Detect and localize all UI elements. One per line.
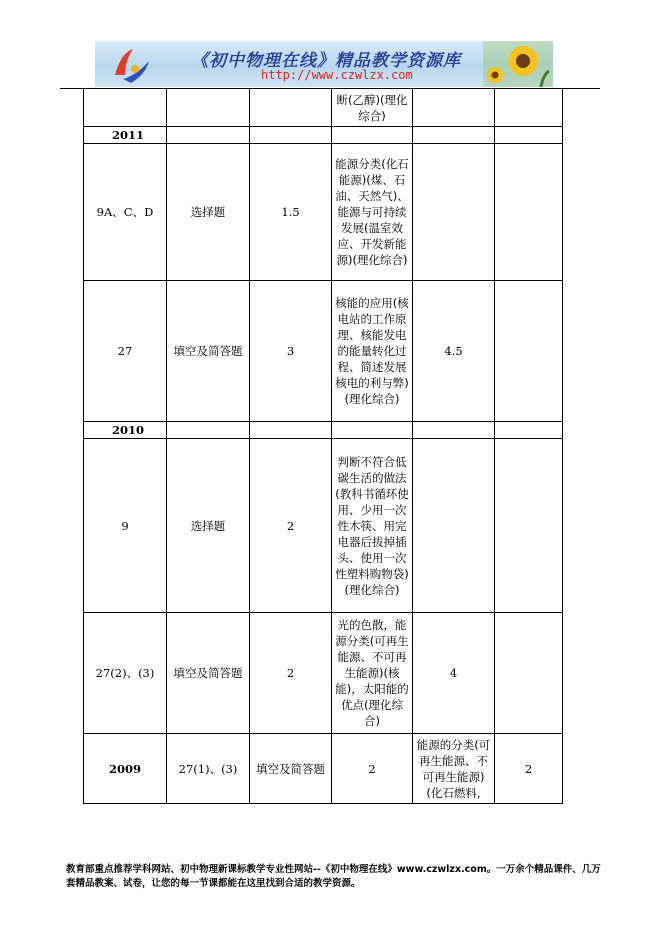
- table-row: [84, 422, 563, 439]
- topic-cell: 能源分类(化石能源)(煤、石油、天然气)、能源与可持续发展(温室效应、开发新能源)(理化综合): [332, 144, 413, 281]
- question-cell: 9: [84, 439, 167, 613]
- type-cell: 填空及简答题: [167, 613, 250, 734]
- year-cell: 2011: [84, 127, 167, 144]
- total-cell: 4.5: [413, 281, 495, 422]
- question-cell: 27(1)、(3): [167, 734, 250, 804]
- total-cell: 2: [495, 734, 563, 804]
- score-cell: 2: [250, 613, 332, 734]
- type-cell: 选择题: [167, 144, 250, 281]
- topic-cell: 能源的分类(可再生能源、不可再生能源)(化石燃料,: [413, 734, 495, 804]
- site-url[interactable]: http://www.czwlzx.com: [261, 68, 413, 82]
- score-cell: 2: [332, 734, 413, 804]
- question-cell: 27: [84, 281, 167, 422]
- total-cell: 4: [413, 613, 495, 734]
- table-row: [84, 439, 563, 613]
- score-cell: 3: [250, 281, 332, 422]
- type-cell: 选择题: [167, 439, 250, 613]
- table-row: [84, 734, 563, 804]
- table-row: [84, 613, 563, 734]
- type-cell: 填空及简答题: [167, 281, 250, 422]
- table-row: [84, 281, 563, 422]
- year-cell: 2010: [84, 422, 167, 439]
- topic-cell: 断(乙醇)(理化综合): [332, 89, 413, 127]
- site-title: 《初中物理在线》精品教学资源库: [191, 51, 461, 71]
- topic-cell: 光的色散，能源分类(可再生能源、不可再生能源)(核能)，太阳能的优点(理化综合): [332, 613, 413, 734]
- site-logo-icon: [111, 45, 153, 85]
- score-cell: 2: [250, 439, 332, 613]
- type-cell: 填空及简答题: [250, 734, 332, 804]
- score-cell: 1.5: [250, 144, 332, 281]
- topic-cell: 判断不符合低碳生活的做法(教科书循环使用、少用一次性木筷、用完电器后拔掉插头、使用一次性塑料购物袋)(理化综合): [332, 439, 413, 613]
- table-row: [84, 127, 563, 144]
- question-cell: 9A、C、D: [84, 144, 167, 281]
- exam-table: [83, 88, 563, 804]
- topic-cell: 核能的应用(核电站的工作原理、核能发电的能量转化过程、简述发展核电的利与弊)(理化综合): [332, 281, 413, 422]
- header-banner: [95, 41, 553, 87]
- table-row: [84, 89, 563, 127]
- table-row: [84, 144, 563, 281]
- page-footer: 教育部重点推荐学科网站、初中物理新课标教学专业性网站--《初中物理在线》www.czwlzx.com。一万余个精品课件、几万套精品教案、试卷，让您的每一节课都能在这里找到合适的教学资源。: [66, 864, 601, 889]
- sunflower-icon: [483, 41, 553, 87]
- year-cell: 2009: [84, 734, 167, 804]
- question-cell: 27(2)、(3): [84, 613, 167, 734]
